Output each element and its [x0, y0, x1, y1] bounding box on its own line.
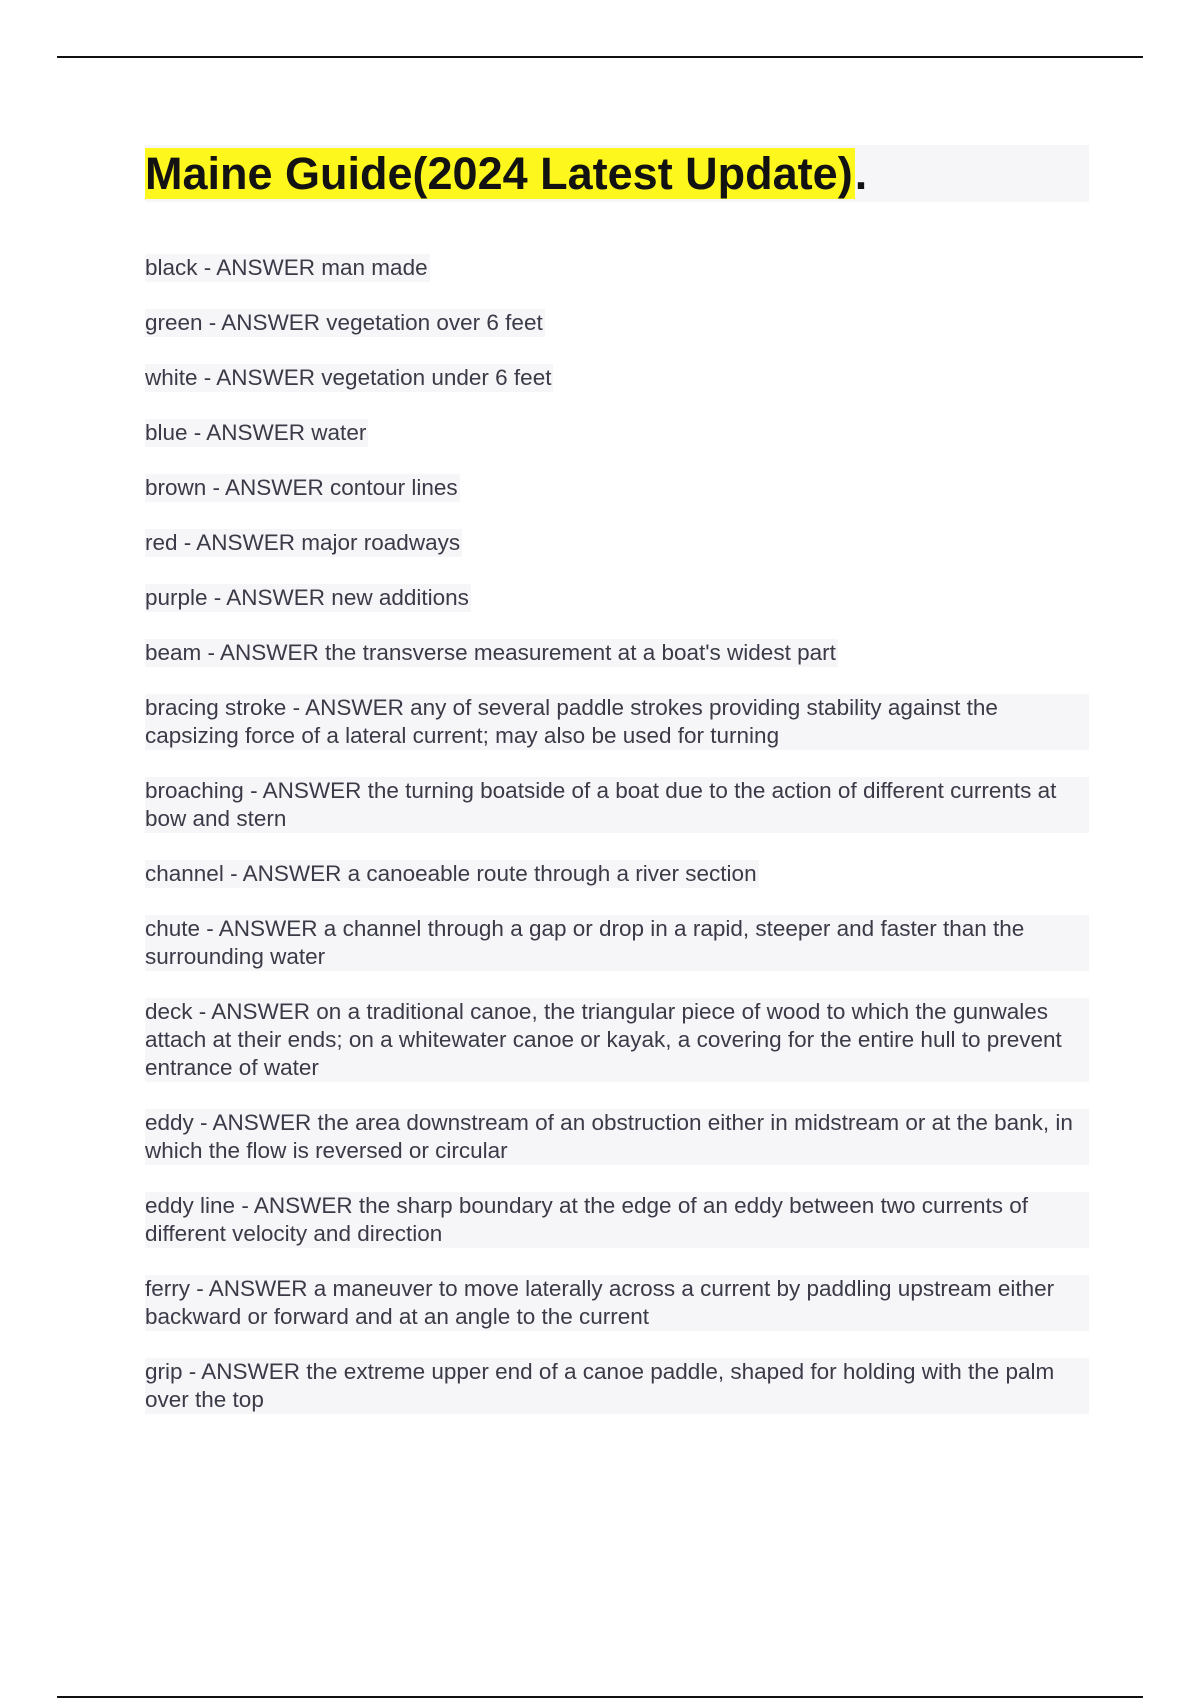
bottom-rule	[57, 1696, 1143, 1698]
glossary-entry: eddy line - ANSWER the sharp boundary at the edge of an eddy between two currents of different velocity and direction	[145, 1192, 1089, 1248]
glossary-entry: bracing stroke - ANSWER any of several paddle strokes providing stability against the capsizing force of a lateral current; may also be used for turning	[145, 694, 1089, 750]
title-period: .	[854, 148, 868, 199]
glossary-entry: white - ANSWER vegetation under 6 feet	[145, 365, 552, 390]
glossary-entry: deck - ANSWER on a traditional canoe, the triangular piece of wood to which the gunwales attach at their ends; on a whitewater canoe or kayak, a covering for the entire hull to prevent entrance of water	[145, 998, 1089, 1082]
glossary-list	[145, 254, 1089, 1441]
top-rule	[57, 56, 1143, 58]
document-title	[145, 145, 867, 202]
glossary-entry: beam - ANSWER the transverse measurement at a boat's widest part	[145, 640, 836, 665]
glossary-entry: brown - ANSWER contour lines	[145, 475, 458, 500]
glossary-entry: black - ANSWER man made	[145, 255, 428, 280]
glossary-entry: channel - ANSWER a canoeable route through a river section	[145, 861, 757, 886]
glossary-entry: grip - ANSWER the extreme upper end of a canoe paddle, shaped for holding with the palm over the top	[145, 1358, 1089, 1414]
glossary-entry: red - ANSWER major roadways	[145, 530, 461, 555]
glossary-entry: eddy - ANSWER the area downstream of an obstruction either in midstream or at the bank, in which the flow is reversed or circular	[145, 1109, 1089, 1165]
glossary-entry: ferry - ANSWER a maneuver to move laterally across a current by paddling upstream either backward or forward and at an angle to the current	[145, 1275, 1089, 1331]
title-highlight: Maine Guide(2024 Latest Update)	[145, 148, 853, 199]
glossary-entry: purple - ANSWER new additions	[145, 585, 469, 610]
glossary-entry: broaching - ANSWER the turning boatside of a boat due to the action of different currents at bow and stern	[145, 777, 1089, 833]
glossary-entry: blue - ANSWER water	[145, 420, 367, 445]
glossary-entry: green - ANSWER vegetation over 6 feet	[145, 310, 543, 335]
glossary-entry: chute - ANSWER a channel through a gap or drop in a rapid, steeper and faster than the surrounding water	[145, 915, 1089, 971]
title-row	[145, 145, 1089, 202]
